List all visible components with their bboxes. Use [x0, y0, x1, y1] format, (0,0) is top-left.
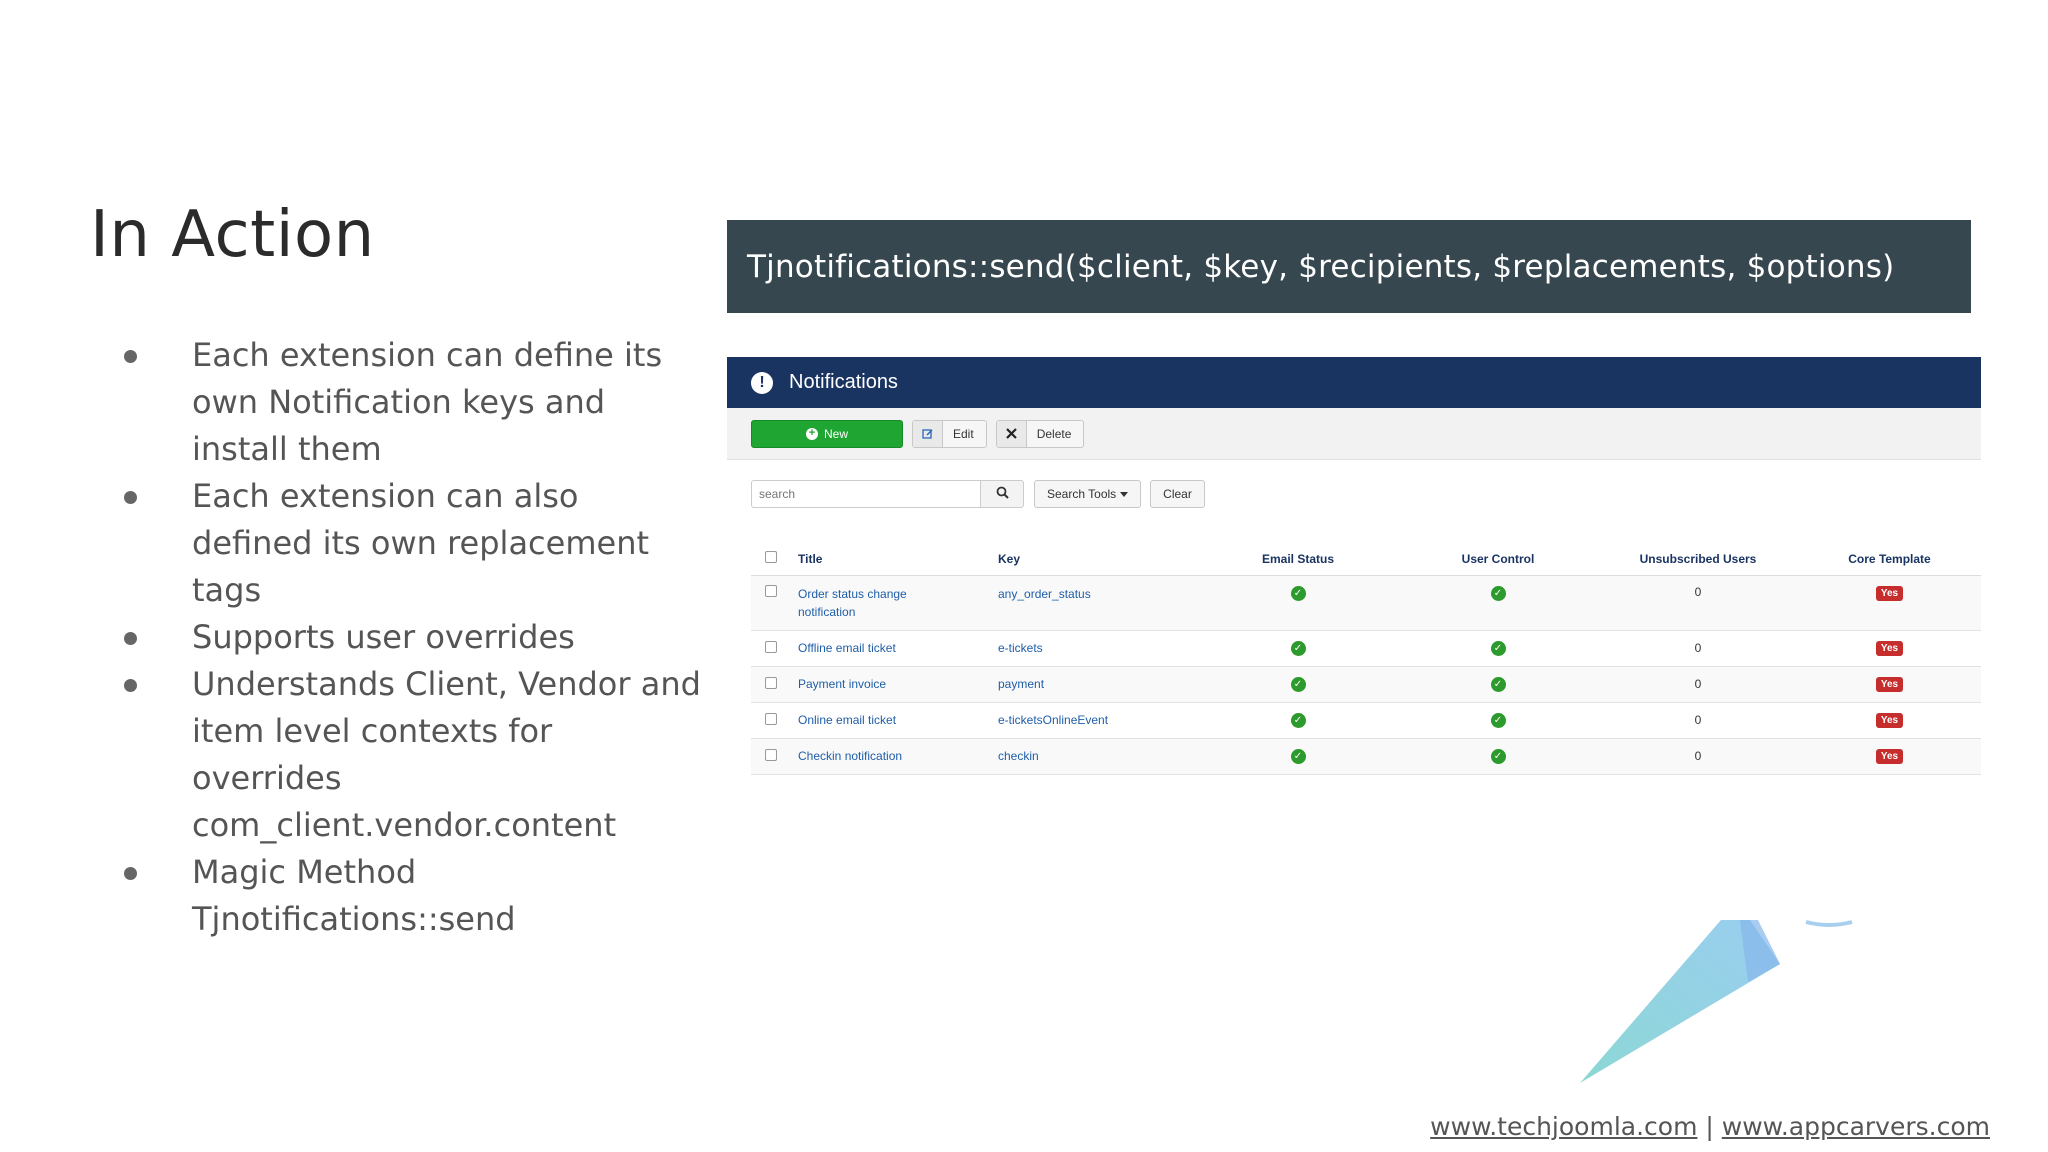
row-title-link[interactable]: Checkin notification	[798, 749, 903, 763]
search-tools-label: Search Tools	[1047, 487, 1117, 501]
bullet-text: Understands Client, Vendor and item level contexts for overrides com_client.vendor.content	[192, 665, 701, 844]
select-all-cell	[751, 543, 798, 575]
column-header-key[interactable]: Key	[998, 543, 1198, 575]
check-circle-icon[interactable]: ✓	[1491, 677, 1506, 692]
notifications-table	[751, 543, 1981, 775]
column-header-email-status[interactable]: Email Status	[1198, 543, 1398, 575]
row-checkbox[interactable]	[765, 749, 777, 761]
row-title-link[interactable]: Offline email ticket	[798, 641, 896, 655]
row-title-link[interactable]: Online email ticket	[798, 713, 897, 727]
close-icon	[997, 421, 1027, 447]
check-circle-icon[interactable]: ✓	[1291, 641, 1306, 656]
bullet-text: Each extension can define its own Notification keys and install them	[192, 336, 663, 468]
panel-header-title: Notifications	[789, 371, 898, 393]
bullet-item	[122, 614, 702, 661]
unsubscribed-count: 0	[1598, 702, 1798, 738]
row-key-link[interactable]: e-tickets	[998, 641, 1043, 655]
check-circle-icon[interactable]: ✓	[1291, 713, 1306, 728]
bullet-dot-icon	[124, 350, 137, 363]
check-circle-icon[interactable]: ✓	[1291, 677, 1306, 692]
bullet-item	[122, 473, 702, 614]
column-header-title[interactable]: Title	[798, 543, 998, 575]
delete-button-label: Delete	[1036, 426, 1072, 441]
new-button-label: New	[823, 426, 848, 441]
table-header-row	[751, 543, 1981, 575]
new-button[interactable]	[751, 420, 903, 448]
table-row	[751, 630, 1981, 666]
select-all-checkbox[interactable]	[765, 551, 777, 563]
core-template-badge: Yes	[1876, 713, 1903, 728]
column-header-user-control[interactable]: User Control	[1398, 543, 1598, 575]
core-template-badge: Yes	[1876, 749, 1903, 764]
bullet-dot-icon	[124, 679, 137, 692]
bullet-list	[122, 332, 702, 943]
appcarvers-link[interactable]: www.appcarvers.com	[1721, 1112, 1990, 1141]
caret-down-icon	[1120, 492, 1128, 497]
bullet-text: Magic Method Tjnotifications::send	[192, 853, 516, 938]
bullet-item	[122, 661, 702, 849]
table-row	[751, 702, 1981, 738]
row-checkbox[interactable]	[765, 585, 777, 597]
plus-circle-icon: +	[806, 428, 818, 440]
clear-button[interactable]: Clear	[1150, 480, 1205, 508]
decorative-triangle-shape	[1580, 920, 1900, 1090]
table-row	[751, 666, 1981, 702]
notifications-panel	[727, 357, 1981, 777]
bullet-text: Each extension can also defined its own replacement tags	[192, 477, 650, 609]
row-checkbox[interactable]	[765, 677, 777, 689]
row-key-link[interactable]: any_order_status	[998, 586, 1091, 601]
edit-icon	[913, 421, 943, 447]
row-key-link[interactable]: payment	[998, 677, 1045, 691]
table-row	[751, 738, 1981, 774]
table-row	[751, 575, 1981, 630]
slide-title: In Action	[90, 198, 375, 272]
bullet-dot-icon	[124, 867, 137, 880]
search-icon	[996, 486, 1009, 502]
check-circle-icon[interactable]: ✓	[1291, 586, 1306, 601]
footer-separator: |	[1705, 1112, 1714, 1141]
core-template-badge: Yes	[1876, 586, 1903, 601]
unsubscribed-count: 0	[1598, 666, 1798, 702]
row-key-link[interactable]: e-ticketsOnlineEvent	[998, 713, 1109, 727]
bullet-item	[122, 849, 702, 943]
row-checkbox[interactable]	[765, 641, 777, 653]
unsubscribed-count: 0	[1598, 738, 1798, 774]
check-circle-icon[interactable]: ✓	[1491, 713, 1506, 728]
search-input[interactable]	[751, 480, 980, 508]
search-row	[727, 480, 1981, 508]
bullet-dot-icon	[124, 632, 137, 645]
check-circle-icon[interactable]: ✓	[1491, 749, 1506, 764]
search-tools-button[interactable]	[1034, 480, 1141, 508]
check-circle-icon[interactable]: ✓	[1491, 586, 1506, 601]
delete-button[interactable]	[996, 420, 1085, 448]
core-template-badge: Yes	[1876, 677, 1903, 692]
toolbar	[727, 408, 1981, 460]
row-title-link[interactable]: Order status change notification	[798, 586, 907, 619]
unsubscribed-count: 0	[1598, 630, 1798, 666]
unsubscribed-count: 0	[1598, 575, 1798, 630]
row-title-link[interactable]: Payment invoice	[798, 677, 887, 691]
row-key-link[interactable]: checkin	[998, 749, 1039, 763]
column-header-core-template[interactable]: Core Template	[1798, 543, 1981, 575]
panel-header	[727, 357, 1981, 408]
techjoomla-link[interactable]: www.techjoomla.com	[1430, 1112, 1698, 1141]
search-button[interactable]	[980, 480, 1024, 508]
row-checkbox[interactable]	[765, 713, 777, 725]
edit-button[interactable]	[912, 420, 987, 448]
core-template-badge: Yes	[1876, 641, 1903, 656]
check-circle-icon[interactable]: ✓	[1491, 641, 1506, 656]
bullet-text: Supports user overrides	[192, 618, 575, 656]
check-circle-icon[interactable]: ✓	[1291, 749, 1306, 764]
footer-links	[1370, 1112, 1990, 1141]
bullet-dot-icon	[124, 491, 137, 504]
edit-button-label: Edit	[953, 426, 974, 441]
code-banner: Tjnotifications::send($client, $key, $recipients, $replacements, $options)	[727, 220, 1971, 313]
column-header-unsubscribed-users[interactable]: Unsubscribed Users	[1598, 543, 1798, 575]
exclamation-circle-icon: !	[751, 372, 773, 394]
bullet-item	[122, 332, 702, 473]
